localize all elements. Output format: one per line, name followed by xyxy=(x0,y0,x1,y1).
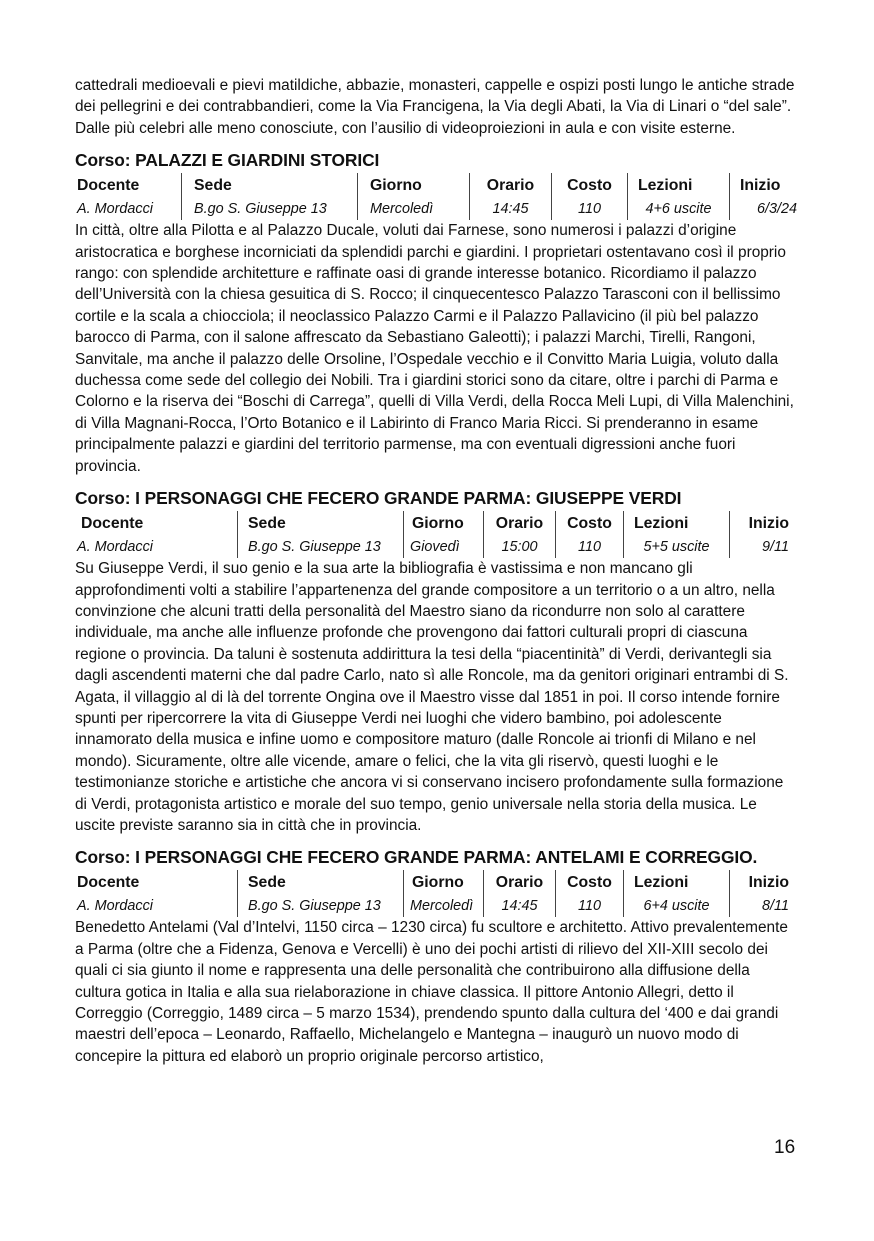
value-inizio: 6/3/24 xyxy=(729,198,799,220)
course-description: Su Giuseppe Verdi, il suo genio e la sua arte la bibliografia è vastissima e non mancano gli approfondimenti volti a stabilire l’appartenenza del grande compositore a un territorio o a un altro, nella convinzione che alcuni tratti della personalità del Maestro siano da ricondurre non solo al carattere individuale, ma anche alle influenze profonde che provengono dai fattori culturali propri di ciascuna regione o provincia. Da taluni è sostenuta addirittura la tesi della “piacentinità” di Verdi, derivantegli sia dagli ascendenti materni che dal padre Carlo, nato sì alle Roncole, ma da genitori originari entrambi di S. Agata, il villaggio al di là del torrente Ongina ove il Maestro visse dal 1851 in poi. Il corso intende fornire spunti per ripercorrere la vita di Giuseppe Verdi nei luoghi che videro bambino, poi adolescente innamorato della musica e infine uomo e compositore maturo (dalle Roncole ai trionfi di Milano e nel mondo). Sicuramente, oltre alle vicende, amare o felici, che la vita gli riservò, questi luoghi e le testimonianze storiche e artistiche che ancora vi si conservano incisero profondamente sulla formazione di Verdi, protagonista artistico e morale del suo tempo, genio universale nella storia della musica. Le uscite previste saranno sia in città che in provincia. xyxy=(75,560,789,834)
course-antelami-correggio xyxy=(75,846,799,1067)
value-costo: 110 xyxy=(555,536,623,558)
page-number: 16 xyxy=(774,1137,796,1158)
header-lezioni: Lezioni xyxy=(627,173,729,198)
header-inizio: Inizio xyxy=(729,511,799,536)
value-lezioni: 6+4 uscite xyxy=(623,895,729,917)
course-title: Corso: PALAZZI E GIARDINI STORICI xyxy=(75,150,380,171)
header-giorno: Giorno xyxy=(357,173,469,198)
value-inizio: 9/11 xyxy=(729,536,799,558)
value-costo: 110 xyxy=(551,198,627,220)
header-orario: Orario xyxy=(469,173,551,198)
course-title: Corso: I PERSONAGGI CHE FECERO GRANDE PARMA: ANTELAMI E CORREGGIO. xyxy=(75,847,758,868)
value-sede: B.go S. Giuseppe 13 xyxy=(181,198,357,220)
header-giorno: Giorno xyxy=(403,511,483,536)
info-values-row xyxy=(75,536,799,558)
value-lezioni: 5+5 uscite xyxy=(623,536,729,558)
document-page xyxy=(75,75,799,1067)
header-costo: Costo xyxy=(551,173,627,198)
header-docente: Docente xyxy=(77,874,140,892)
header-docente: Docente xyxy=(81,515,144,533)
value-inizio: 8/11 xyxy=(729,895,799,917)
value-orario: 14:45 xyxy=(469,198,551,220)
info-values-row xyxy=(75,198,799,220)
course-description: Benedetto Antelami (Val d’Intelvi, 1150 circa – 1230 circa) fu scultore e architetto. Attivo prevalentemente a Parma (oltre che a Fidenza, Genova e Vercelli) è uno dei pochi artisti di rilievo del XII-XIII secolo dei quali ci sia giunto il nome e rappresenta una delle personalità che contribuirono alla diffusione della cultura gotica in Italia e alla sua rielaborazione in chiave classica. Il pittore Antonio Allegri, detto il Correggio (Correggio, 1489 circa – 5 marzo 1534), prendendo spunto dalla cultura del ‘400 e dai grandi maestri dell’epoca – Leonardo, Raffaello, Michelangelo e Mantegna – inaugurò un nuovo modo di concepire la pittura ed elaborò un proprio originale percorso artistico, xyxy=(75,919,788,1065)
value-docente: A. Mordacci xyxy=(77,898,153,915)
course-giuseppe-verdi xyxy=(75,487,799,836)
info-header-row xyxy=(75,511,799,536)
header-lezioni: Lezioni xyxy=(623,511,729,536)
info-header-row xyxy=(75,870,799,895)
course-info-table xyxy=(75,173,799,220)
info-header-row xyxy=(75,173,799,198)
value-docente: A. Mordacci xyxy=(77,201,153,218)
info-values-row xyxy=(75,895,799,917)
course-palazzi-giardini xyxy=(75,149,799,477)
value-giorno: Giovedì xyxy=(403,536,483,558)
value-giorno: Mercoledì xyxy=(357,198,469,220)
header-costo: Costo xyxy=(555,870,623,895)
header-sede: Sede xyxy=(237,511,403,536)
value-docente: A. Mordacci xyxy=(77,539,153,556)
value-orario: 15:00 xyxy=(483,536,555,558)
header-sede: Sede xyxy=(237,870,403,895)
header-sede: Sede xyxy=(181,173,357,198)
header-docente: Docente xyxy=(77,177,140,195)
course-info-table xyxy=(75,511,799,558)
value-orario: 14:45 xyxy=(483,895,555,917)
header-lezioni: Lezioni xyxy=(623,870,729,895)
course-title: Corso: I PERSONAGGI CHE FECERO GRANDE PARMA: GIUSEPPE VERDI xyxy=(75,488,682,509)
header-inizio: Inizio xyxy=(729,173,799,198)
value-sede: B.go S. Giuseppe 13 xyxy=(237,895,403,917)
header-costo: Costo xyxy=(555,511,623,536)
value-costo: 110 xyxy=(555,895,623,917)
value-sede: B.go S. Giuseppe 13 xyxy=(237,536,403,558)
value-giorno: Mercoledì xyxy=(403,895,483,917)
intro-paragraph: cattedrali medioevali e pievi matildiche, abbazie, monasteri, cappelle e ospizi posti lungo le antiche strade dei pellegrini e dei contrabbandieri, come la Via Francigena, la Via degli Abati, la Via di Linari o “del sale”. Dalle più celebri alle meno conosciute, con l’ausilio di videoproiezioni in aula e con visite esterne. xyxy=(75,77,795,137)
header-giorno: Giorno xyxy=(403,870,483,895)
course-info-table xyxy=(75,870,799,917)
value-lezioni: 4+6 uscite xyxy=(627,198,729,220)
header-orario: Orario xyxy=(483,511,555,536)
header-inizio: Inizio xyxy=(729,870,799,895)
course-description: In città, oltre alla Pilotta e al Palazzo Ducale, voluti dai Farnese, sono numerosi i palazzi d’origine aristocratica e borghese incorniciati da splendidi parchi e giardini. I proprietari ostentavano così il proprio rango: con splendide architetture e raffinate oasi di grande interesse botanico. Ricordiamo il palazzo dell’Università con la chiesa gesuitica di S. Rocco; il cinquecentesco Palazzo Tarasconi con il bellissimo cortile e la scala a chiocciola; il neoclassico Palazzo Carmi e il Palazzo Pallavicino (il più bel palazzo barocco di Parma, con il salone affrescato da Sebastiano Galeotti); i palazzi Marchi, Tirelli, Rangoni, Sanvitale, ma anche il palazzo delle Orsoline, l’Ospedale vecchio e il Convitto Maria Luigia, voluto dalla duchessa come sede del collegio dei Nobili. Tra i giardini storici sono da citare, oltre i parchi di Parma e Colorno e la riserva dei “Boschi di Carrega”, quelli di Villa Verdi, della Rocca Meli Lupi, di Villa Malenchini, di Villa Magnani-Rocca, l’Orto Botanico e il Labirinto di Franco Maria Ricci. Si prenderanno in esame principalmente palazzi e giardini del territorio parmense, ma con eventuali digressioni anche fuori provincia. xyxy=(75,222,794,475)
header-orario: Orario xyxy=(483,870,555,895)
